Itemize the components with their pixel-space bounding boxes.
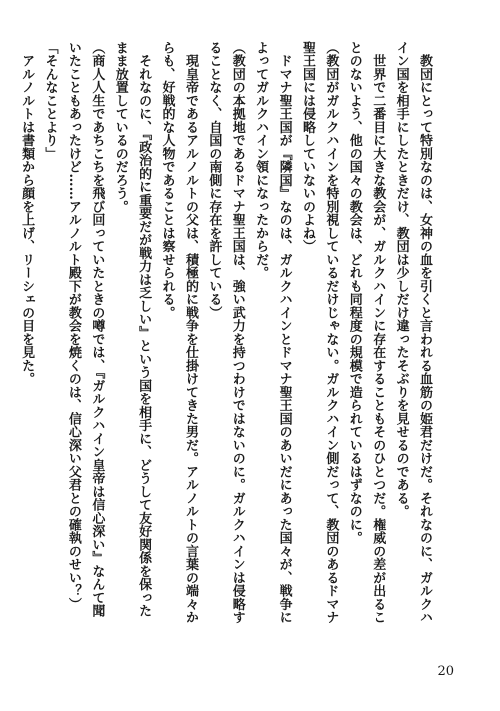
text-line: いたこともあったけど……アルノルト殿下が教会を焼くのは、信心深い父君との確執のせい？） bbox=[65, 41, 81, 611]
text-line: ドマナ聖王国が『隣国』なのは、ガルクハインとドマナ聖王国のあいだにあった国々が、戦争に bbox=[276, 41, 292, 624]
text-line: アルノルトは書類から顔を上げ、リーシェの目を見た。 bbox=[19, 41, 35, 386]
text-line: 「そんなことより」 bbox=[42, 41, 58, 161]
text-line: 世界で二番目に大きな教会が、ガルクハインに存在することもそのひとつだ。権威の差が出るこ bbox=[370, 41, 386, 624]
text-line: イン国を相手にしたときだけ、教団は少しだけ違ったそぶりを見せるのである。 bbox=[393, 41, 409, 518]
body-text bbox=[15, 41, 436, 657]
text-line: とのないよう、他の国々の教会は、どれも同程度の規模で造られているはずなのに。 bbox=[346, 41, 362, 545]
text-line: 現皇帝であるアルノルトの父は、積極的に戦争を仕掛けてきた男だ。アルノルトの言葉の端々か bbox=[182, 41, 198, 624]
text-line: （教団の本拠地であるドマナ聖王国は、強い武力を持つわけではないのに。ガルクハインは侵略す bbox=[229, 41, 245, 624]
text-line: 聖王国には侵略していないのよね） bbox=[299, 41, 315, 253]
text-line: よってガルクハイン領になったからだ。 bbox=[253, 41, 269, 280]
text-line: ることなく、自国の南側に存在を許している） bbox=[206, 41, 222, 320]
page-number: 20 bbox=[437, 664, 454, 679]
text-line: それなのに、『政治的に重要だが戦力は乏しい』という国を相手に、どうして友好関係を保った bbox=[136, 41, 152, 618]
text-line: 教団にとって特別なのは、女神の血を引くと言われる血筋の姫君だけだ。それなのに、ガルクハ bbox=[417, 41, 432, 624]
text-line: （教団がガルクハインを特別視しているだけじゃない。ガルクハイン側だって、教団のあるドマナ bbox=[323, 41, 339, 624]
text-line: （商人人生であちこちを飛び回っていたときの噂では、『ガルクハイン皇帝は信心深い』なんて聞 bbox=[89, 41, 105, 618]
text-line: まま放置しているのだろう。 bbox=[112, 41, 128, 214]
text-line: らも、好戦的な人物であることは察せられる。 bbox=[159, 41, 175, 320]
